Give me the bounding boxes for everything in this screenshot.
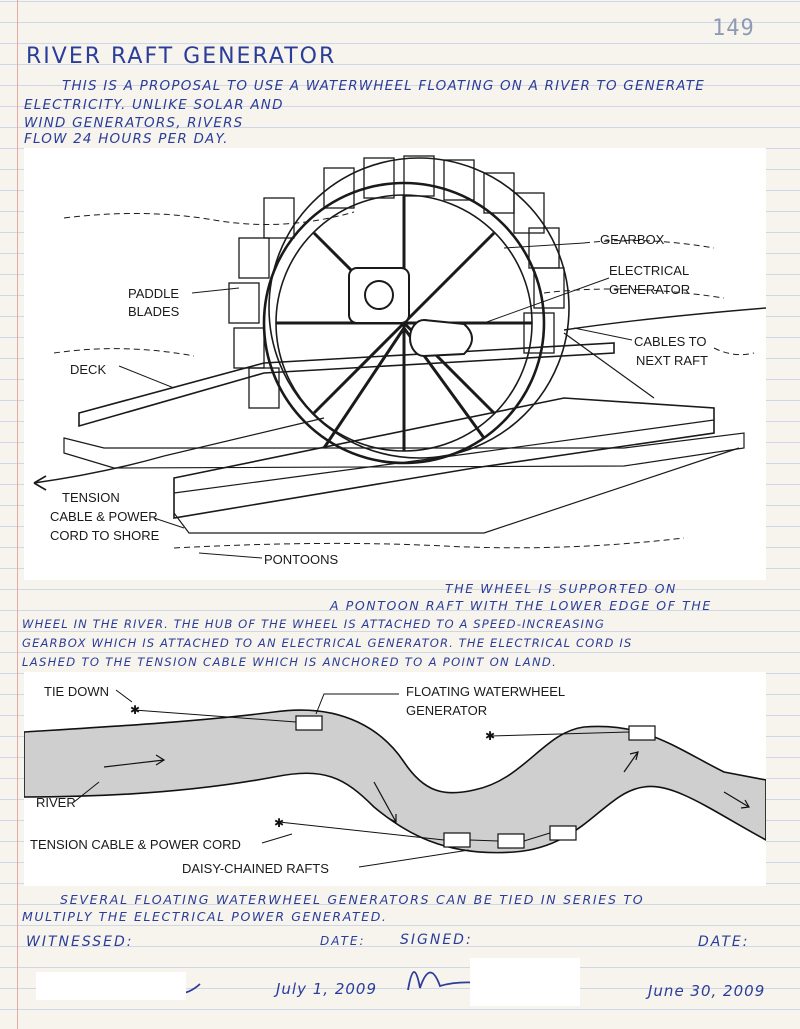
witness-date: July 1, 2009: [276, 980, 377, 998]
description-line-1: THE WHEEL IS SUPPORTED ON: [445, 581, 677, 596]
label-floating-waterwheel-1: FLOATING WATERWHEEL: [406, 684, 566, 699]
witnessed-label: WITNESSED:: [26, 934, 134, 950]
label-paddle-blades-1: PADDLE: [128, 286, 180, 301]
label-gearbox: GEARBOX: [600, 232, 665, 247]
signer-date: June 30, 2009: [648, 982, 766, 1000]
signer-redaction: [470, 958, 580, 1006]
label-tension-cable-2: CABLE & POWER: [50, 509, 158, 524]
label-tension-cable-power-cord: TENSION CABLE & POWER CORD: [30, 837, 241, 852]
page-title: RIVER RAFT GENERATOR: [26, 44, 337, 69]
label-pontoons: PONTOONS: [264, 552, 339, 567]
label-tension-cable-3: CORD TO SHORE: [50, 528, 160, 543]
intro-line-2: ELECTRICITY. UNLIKE SOLAR AND: [24, 97, 284, 113]
signed-label: SIGNED:: [400, 932, 473, 948]
closing-line-2: MULTIPLY THE ELECTRICAL POWER GENERATED.: [22, 909, 388, 924]
description-line-4: GEARBOX WHICH IS ATTACHED TO AN ELECTRICAL GENERATOR. THE ELECTRICAL CORD IS: [22, 636, 633, 650]
intro-line-3: WIND GENERATORS, RIVERS: [24, 115, 244, 131]
label-tie-down: TIE DOWN: [44, 684, 109, 699]
intro-line-4: FLOW 24 HOURS PER DAY.: [24, 131, 229, 147]
closing-line-1: SEVERAL FLOATING WATERWHEEL GENERATORS CAN BE TIED IN SERIES TO: [60, 892, 645, 907]
witness-redaction: [36, 972, 186, 1000]
svg-text:✱: ✱: [130, 703, 141, 717]
date-label-witness: DATE:: [320, 934, 366, 948]
description-line-3: WHEEL IN THE RIVER. THE HUB OF THE WHEEL IS ATTACHED TO A SPEED-INCREASING: [22, 617, 605, 631]
label-electrical-generator-1: ELECTRICAL: [609, 263, 690, 278]
label-cables-next-raft-2: NEXT RAFT: [636, 353, 708, 368]
label-cables-next-raft-1: CABLES TO: [634, 334, 707, 349]
description-line-2: A PONTOON RAFT WITH THE LOWER EDGE OF THE: [330, 598, 712, 613]
svg-text:✱: ✱: [274, 816, 285, 830]
intro-line-1: THIS IS A PROPOSAL TO USE A WATERWHEEL FLOATING ON A RIVER TO GENERATE: [62, 78, 705, 94]
label-floating-waterwheel-2: GENERATOR: [406, 703, 488, 718]
date-label-signer: DATE:: [698, 934, 750, 950]
svg-text:✱: ✱: [485, 729, 496, 743]
page-number: 149: [712, 16, 755, 41]
label-deck: DECK: [70, 362, 107, 377]
label-river: RIVER: [36, 795, 76, 810]
label-tension-cable-1: TENSION: [62, 490, 120, 505]
waterwheel-figure: [24, 148, 766, 580]
river-figure: [24, 672, 766, 886]
label-paddle-blades-2: BLADES: [128, 304, 180, 319]
label-daisy-chained-rafts: DAISY-CHAINED RAFTS: [182, 861, 329, 876]
description-line-5: LASHED TO THE TENSION CABLE WHICH IS ANCHORED TO A POINT ON LAND.: [22, 655, 558, 669]
label-electrical-generator-2: GENERATOR: [609, 282, 691, 297]
